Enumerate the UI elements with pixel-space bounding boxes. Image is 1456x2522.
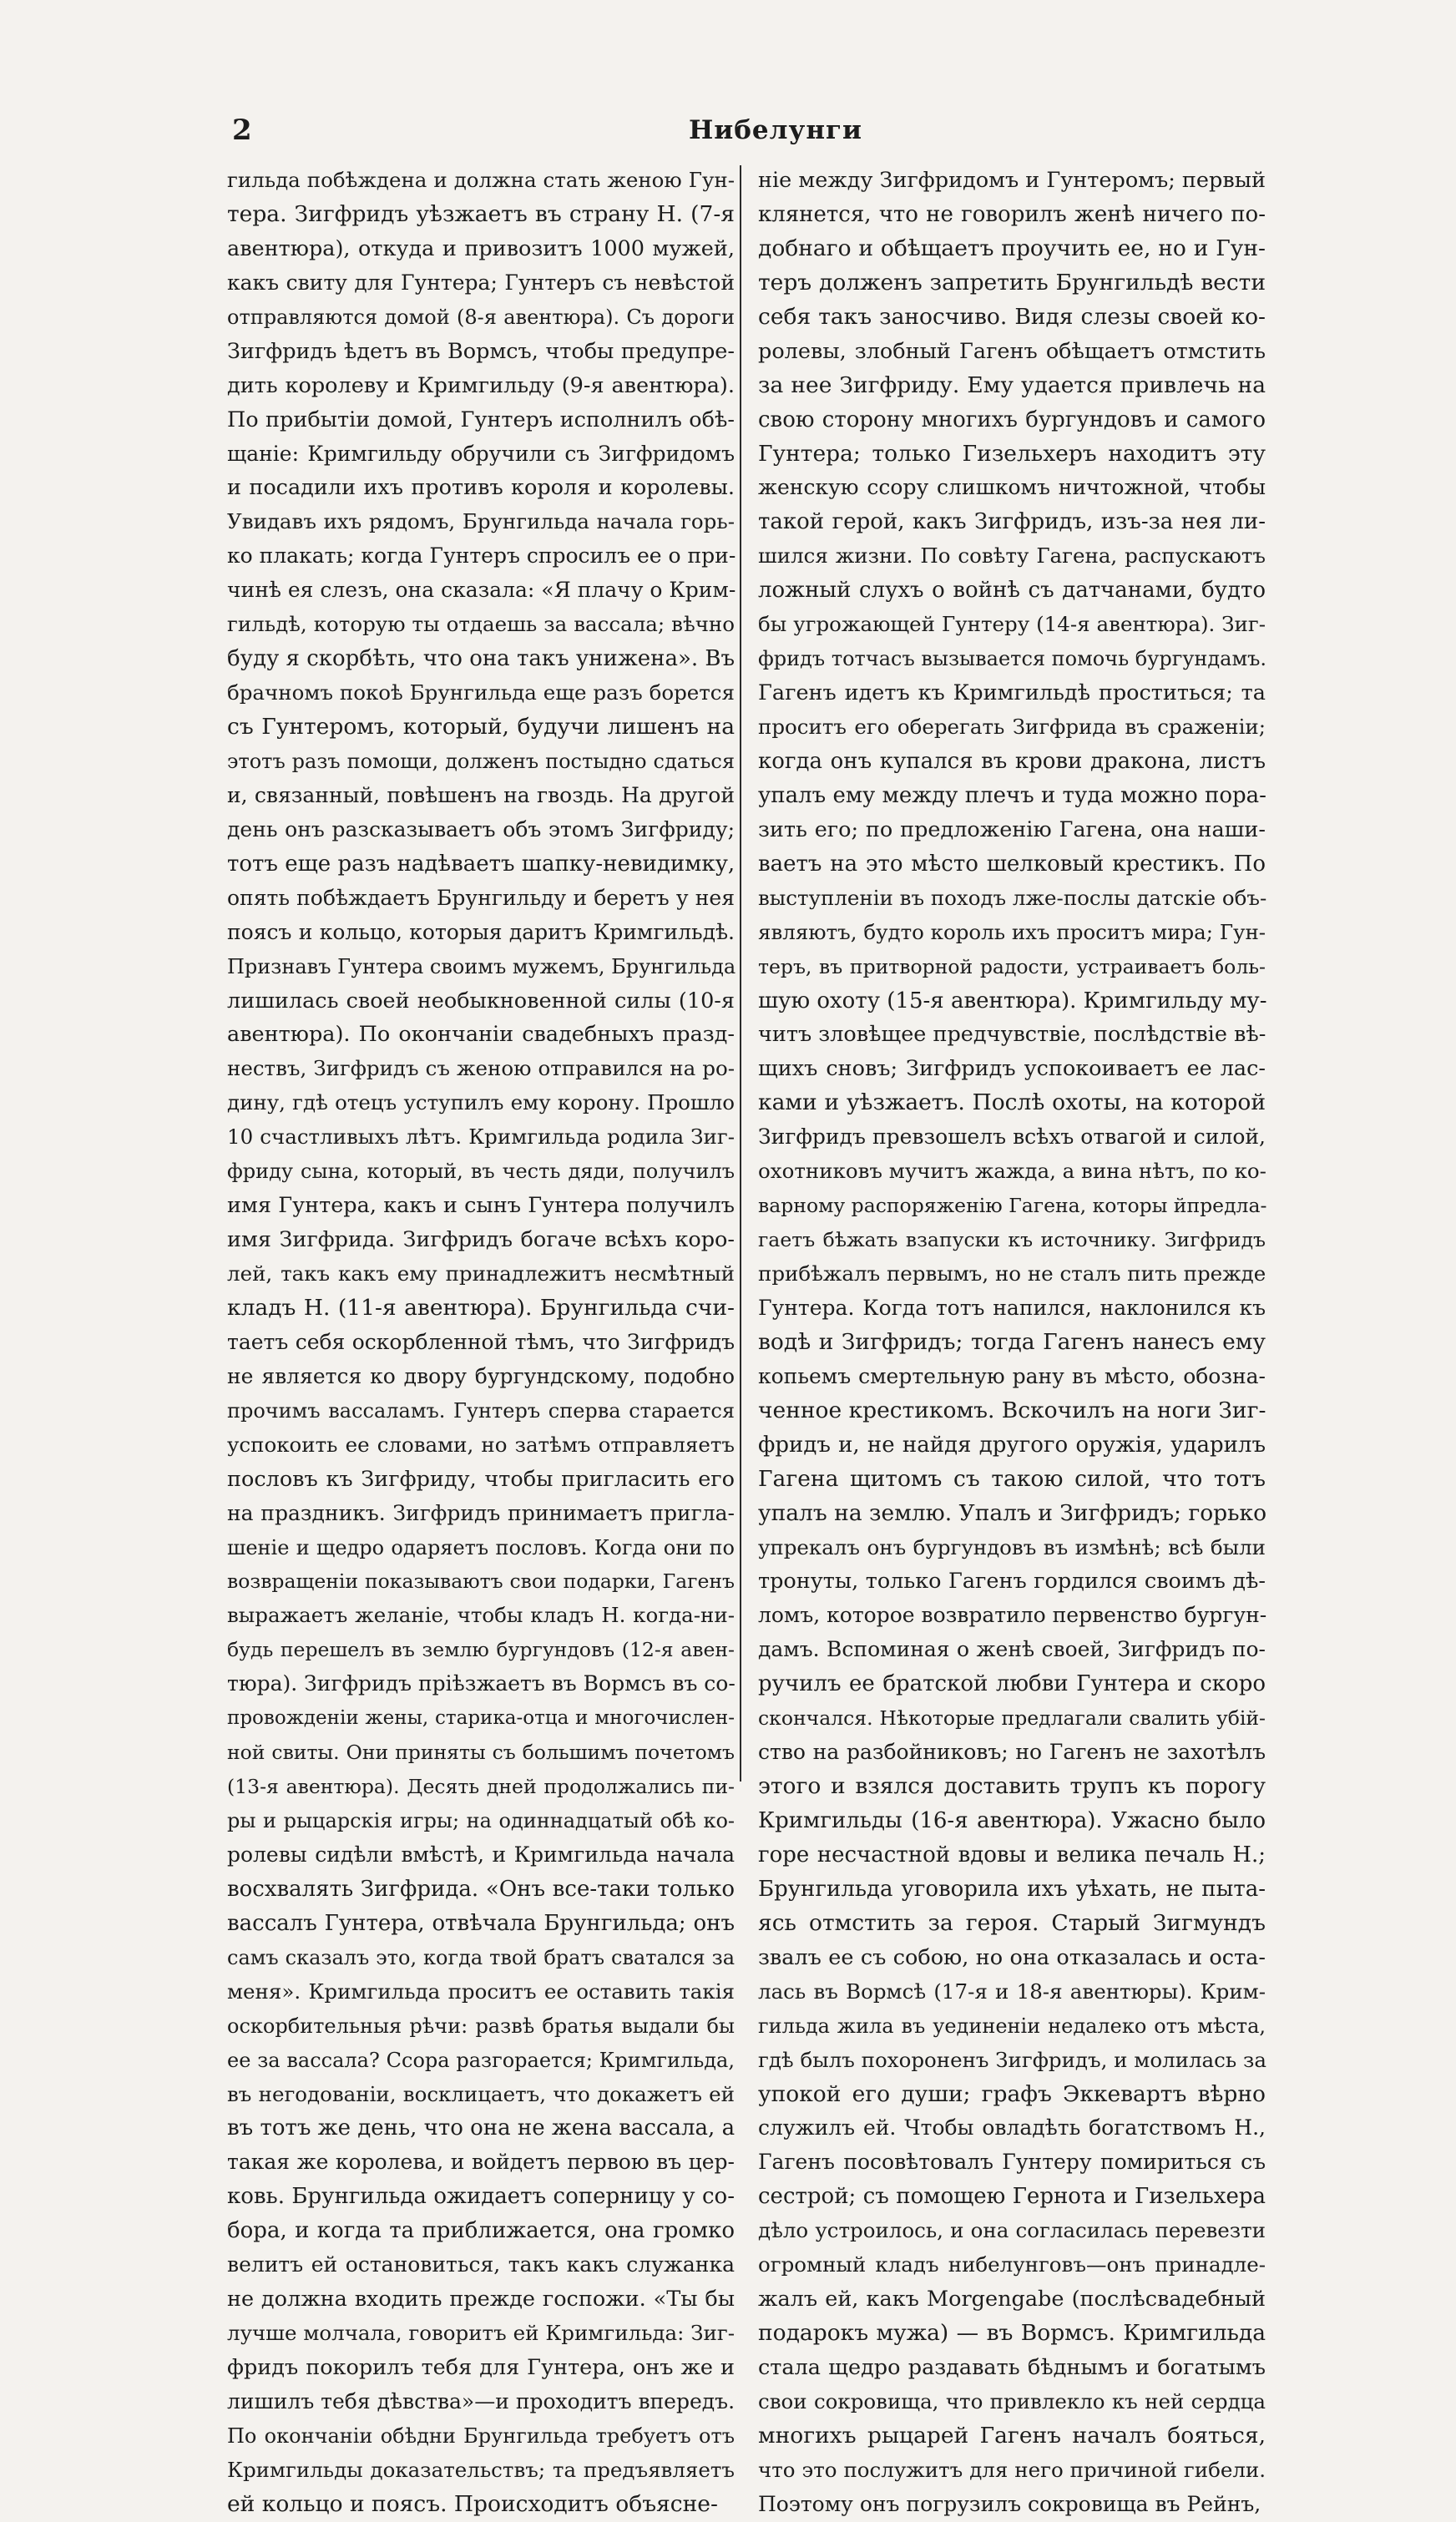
- text-line: добнаго и обѣщаетъ проучить ее, но и Гун-: [758, 235, 1266, 261]
- text-line: читъ зловѣщее предчувствіе, послѣдствіе вѣ-: [758, 1022, 1266, 1048]
- text-line: шился жизни. По совѣту Гагена, распускаютъ: [758, 543, 1266, 569]
- text-line: тера. Зигфридъ уѣзжаетъ въ страну Н. (7-я: [227, 200, 735, 227]
- text-line: звалъ ее съ собою, но она отказалась и оста-: [758, 1944, 1266, 1970]
- text-line: не является ко двору бургундскому, подобно: [227, 1363, 735, 1388]
- text-line: Признавъ Гунтера своимъ мужемъ, Брунгильда: [227, 954, 736, 978]
- text-line: опять побѣждаетъ Брунгильду и беретъ у нея: [227, 885, 735, 910]
- text-line: проситъ его оберегать Зигфрида въ сраженіи;: [758, 715, 1266, 739]
- text-line: возвращеніи показываютъ свои подарки, Гагенъ: [227, 1569, 735, 1594]
- text-line: жалъ ей, какъ Morgengabe (послѣсвадебный: [758, 2287, 1266, 2312]
- text-line: ей кольцо и поясъ. Происходитъ объясне-: [227, 2490, 718, 2517]
- text-line: фриду сына, который, въ честь дяди, получилъ: [227, 1160, 735, 1184]
- text-line: ками и уѣзжаетъ. Послѣ охоты, на которой: [758, 1089, 1266, 1116]
- text-line: успокоить ее словами, но затѣмъ отправляетъ: [227, 1432, 735, 1457]
- text-line: Зигфридъ ѣдетъ въ Вормсъ, чтобы предупре-: [227, 338, 735, 364]
- text-line: этотъ разъ помощи, долженъ постыдно сдаться: [227, 749, 735, 773]
- text-line: прочимъ вассаламъ. Гунтеръ сперва старается: [227, 1398, 735, 1423]
- text-line: оскорбительныя рѣчи: развѣ братья выдали бы: [227, 2014, 735, 2038]
- text-line: ваетъ на это мѣсто шелковый крестикъ. По: [758, 851, 1266, 877]
- text-line: теръ долженъ запретить Брунгильдѣ вести: [758, 269, 1266, 296]
- text-line: на праздникъ. Зигфридъ принимаетъ пригла-: [227, 1500, 735, 1525]
- text-line: бора, и когда та приближается, она громко: [227, 2218, 735, 2244]
- text-line: ры и рыцарскія игры; на одиннадцатый обѣ ко-: [227, 1809, 735, 1832]
- text-line: Гагенъ посовѣтовалъ Гунтеру помириться съ: [758, 2150, 1266, 2175]
- text-line: теръ, въ притворной радости, устраиваетъ боль-: [758, 954, 1266, 978]
- text-line: лишилъ тебя дѣвства»—и проходитъ впередъ.: [227, 2388, 736, 2413]
- text-line: ролевы сидѣли вмѣстѣ, и Кримгильда начала: [227, 1842, 735, 1867]
- text-line: Гагена щитомъ съ такою силой, что тотъ: [758, 1465, 1266, 1492]
- text-line: Гунтера. Когда тотъ напился, наклонился къ: [758, 1295, 1266, 1320]
- text-line: такой герой, какъ Зигфридъ, изъ-за нея ли-: [758, 509, 1266, 535]
- text-line: не должна входить прежде госпожи. «Ты бы: [227, 2287, 735, 2312]
- text-line: провожденіи жены, старика-отца и многочислен-: [227, 1707, 735, 1730]
- text-line: фридъ покорилъ тебя для Гунтера, онъ же и: [227, 2355, 735, 2380]
- text-line: тронуты, только Гагенъ гордился своимъ дѣ-: [758, 1569, 1266, 1595]
- text-line: лучше молчала, говоритъ ей Кримгильда: Зиг-: [227, 2321, 735, 2346]
- text-line: водѣ и Зигфридъ; тогда Гагенъ нанесъ ему: [758, 1328, 1266, 1355]
- text-line: и, связанный, повѣшенъ на гвоздь. На другой: [227, 782, 735, 807]
- text-line: свои сокровища, что привлекло къ ней сердца: [758, 2388, 1266, 2413]
- text-line: будь перешелъ въ землю бургундовъ (12-я авен-: [227, 1638, 735, 1662]
- right-text-column: [758, 164, 1267, 2516]
- text-line: самъ сказалъ это, когда твой братъ сватался за: [227, 1945, 735, 1969]
- text-line: и посадили ихъ противъ короля и королевы.: [227, 475, 735, 501]
- page-header: [229, 114, 1322, 155]
- running-title: Нибелунги: [688, 115, 863, 145]
- text-line: По прибытіи домой, Гунтеръ исполнилъ обѣ-: [227, 407, 735, 432]
- text-line: имя Гунтера, какъ и сынъ Гунтера получилъ: [227, 1193, 735, 1219]
- text-line: дину, гдѣ отецъ уступилъ ему корону. Прошло: [227, 1090, 735, 1115]
- text-line: шую охоту (15-я авентюра). Кримгильду му-: [758, 988, 1267, 1013]
- text-line: пословъ къ Зигфриду, чтобы пригласить его: [227, 1466, 735, 1492]
- text-line: ченное крестикомъ. Вскочилъ на ноги Зиг-: [758, 1397, 1266, 1423]
- text-line: бы угрожающей Гунтеру (14-я авентюра). Зиг-: [758, 612, 1266, 637]
- text-line: Поэтому онъ погрузилъ сокровища въ Рейнъ,: [758, 2491, 1261, 2516]
- text-line: авентюра). По окончаніи свадебныхъ празд-: [227, 1022, 735, 1048]
- text-line: себя такъ заносчиво. Видя слезы своей ко-: [758, 303, 1266, 330]
- text-line: сестрой; съ помощею Гернота и Гизельхера: [758, 2184, 1266, 2210]
- text-line: лей, такъ какъ ему принадлежитъ несмѣтный: [227, 1261, 735, 1286]
- text-line: дѣло устроилось, и она согласилась перевезти: [758, 2218, 1266, 2243]
- text-line: ніе между Зигфридомъ и Гунтеромъ; первый: [758, 168, 1266, 193]
- text-line: являютъ, будто король ихъ проситъ мира; Гун-: [758, 919, 1266, 944]
- text-line: дить королеву и Кримгильду (9-я авентюра).: [227, 372, 735, 398]
- text-line: гдѣ былъ похороненъ Зигфридъ, и молилась за: [758, 2047, 1266, 2072]
- text-line: гильда побѣждена и должна стать женою Гун-: [227, 168, 735, 192]
- text-line: за нее Зигфриду. Ему удается привлечь на: [758, 371, 1266, 398]
- text-line: зить его; по предложенію Гагена, она наши-: [758, 816, 1266, 842]
- text-line: поясъ и кольцо, которыя даритъ Кримгильдѣ.: [227, 919, 735, 944]
- text-line: восхвалять Зигфрида. «Онъ все-таки только: [227, 1876, 735, 1902]
- text-line: щаніе: Кримгильду обручили съ Зигфридомъ: [227, 441, 735, 466]
- text-line: ство на разбойниковъ; но Гагенъ не захотѣлъ: [758, 1740, 1266, 1765]
- text-line: стала щедро раздавать бѣднымъ и богатымъ: [758, 2355, 1266, 2380]
- text-line: что это послужитъ для него причиной гибели.: [758, 2457, 1266, 2482]
- text-line: Брунгильда уговорила ихъ уѣхать, не пыта-: [758, 1876, 1266, 1902]
- text-line: горе несчастной вдовы и велика печаль Н.;: [758, 1842, 1266, 1867]
- text-line: вассалъ Гунтера, отвѣчала Брунгильда; онъ: [227, 1910, 735, 1936]
- text-line: ко плакать; когда Гунтеръ спросилъ ее о при-: [227, 543, 736, 569]
- text-line: кладъ Н. (11-я авентюра). Брунгильда счи-: [227, 1294, 735, 1321]
- text-line: таетъ себя оскорбленной тѣмъ, что Зигфридъ: [227, 1329, 735, 1354]
- text-line: гаетъ бѣжать взапуски къ источнику. Зигфридъ: [758, 1228, 1266, 1252]
- text-line: лась въ Вормсѣ (17-я и 18-я авентюры). Крим-: [758, 1979, 1266, 2004]
- text-line: отправляются домой (8-я авентюра). Съ дороги: [227, 305, 735, 329]
- text-line: дамъ. Вспоминая о женѣ своей, Зигфридъ по-: [758, 1637, 1266, 1662]
- text-line: меня». Кримгильда проситъ ее оставить такія: [227, 1979, 735, 2004]
- text-line: въ тотъ же день, что она не жена вассала, а: [227, 2115, 736, 2141]
- text-line: 10 счастливыхъ лѣтъ. Кримгильда родила Зиг-: [227, 1125, 735, 1150]
- text-line: Увидавъ ихъ рядомъ, Брунгильда начала горь-: [227, 509, 735, 534]
- column-divider: [740, 165, 741, 1782]
- text-line: (13-я авентюра). Десять дней продолжались пи-: [227, 1775, 735, 1799]
- text-line: женскую ссору слишкомъ ничтожной, чтобы: [758, 475, 1266, 500]
- text-line: фридъ и, не найдя другого оружія, ударилъ: [758, 1432, 1266, 1458]
- text-line: ковь. Брунгильда ожидаетъ соперницу у со-: [227, 2184, 735, 2210]
- text-line: лишилась своей необыкновенной силы (10-я: [227, 988, 735, 1013]
- text-line: клянется, что не говорилъ женѣ ничего по-: [758, 201, 1266, 227]
- text-line: этого и взялся доставить трупъ къ порогу: [758, 1773, 1266, 1800]
- text-line: скончался. Нѣкоторые предлагали свалить убій-: [758, 1706, 1266, 1731]
- text-line: охотниковъ мучитъ жажда, а вина нѣтъ, по ко-: [758, 1159, 1266, 1184]
- text-line: Кримгильды доказательствъ; та предъявляетъ: [227, 2457, 735, 2482]
- text-line: буду я скорбѣть, что она такъ унижена». Въ: [227, 646, 736, 672]
- text-line: упалъ на землю. Упалъ и Зигфридъ; горько: [758, 1499, 1267, 1526]
- text-line: велитъ ей остановиться, такъ какъ служанка: [227, 2252, 735, 2277]
- text-line: тюра). Зигфридъ пріѣзжаетъ въ Вормсъ въ со-: [227, 1671, 736, 1696]
- text-line: брачномъ покоѣ Брунгильда еще разъ борется: [227, 680, 735, 705]
- text-line: гильдѣ, которую ты отдаешь за вассала; вѣчно: [227, 612, 735, 637]
- text-line: такая же королева, и войдетъ первою въ цер-: [227, 2150, 735, 2175]
- text-line: фридъ тотчасъ вызывается помочь бургундамъ.: [758, 647, 1267, 671]
- text-line: свою сторону многихъ бургундовъ и самого: [758, 407, 1266, 432]
- text-line: шеніе и щедро одаряетъ пословъ. Когда они по: [227, 1535, 735, 1559]
- text-line: когда онъ купался въ крови дракона, листъ: [758, 748, 1266, 774]
- text-line: упрекалъ онъ бургундовъ въ измѣнѣ; всѣ были: [758, 1534, 1266, 1559]
- text-line: авентюра), откуда и привозитъ 1000 мужей,: [227, 235, 735, 261]
- text-line: имя Зигфрида. Зигфридъ богаче всѣхъ коро-: [227, 1227, 735, 1253]
- text-line: ломъ, которое возвратило первенство бургун-: [758, 1603, 1267, 1628]
- text-line: ложный слухъ о войнѣ съ датчанами, будто: [758, 578, 1266, 604]
- text-line: служилъ ей. Чтобы овладѣть богатствомъ Н.,: [758, 2115, 1266, 2140]
- text-line: выражаетъ желаніе, чтобы кладъ Н. когда-ни-: [227, 1603, 735, 1628]
- text-line: многихъ рыцарей Гагенъ началъ бояться,: [758, 2422, 1266, 2449]
- text-line: упокой его души; графъ Эккевартъ вѣрно: [758, 2080, 1266, 2107]
- text-line: Зигфридъ превзошелъ всѣхъ отвагой и силой,: [758, 1125, 1266, 1150]
- text-line: гильда жила въ уединеніи недалеко отъ мѣста,: [758, 2014, 1266, 2038]
- text-line: тотъ еще разъ надѣваетъ шапку-невидимку,: [227, 851, 736, 877]
- text-line: ясь отмстить за героя. Старый Зигмундъ: [758, 1909, 1266, 1936]
- text-line: ее за вассала? Ссора разгорается; Кримгильда,: [227, 2048, 735, 2072]
- text-line: Кримгильды (16-я авентюра). Ужасно было: [758, 1808, 1266, 1833]
- text-line: ной свиты. Они приняты съ большимъ почетомъ: [227, 1741, 735, 1765]
- text-line: варному распоряженію Гагена, которы йпредла-: [758, 1194, 1267, 1218]
- text-line: чинѣ ея слезъ, она сказала: «Я плачу о Крим-: [227, 578, 736, 603]
- text-line: нествъ, Зигфридъ съ женою отправился на ро-: [227, 1056, 735, 1081]
- text-line: ролевы, злобный Гагенъ обѣщаетъ отмстить: [758, 338, 1266, 364]
- text-line: Гагенъ идетъ къ Кримгильдѣ проститься; та: [758, 680, 1266, 706]
- text-line: По окончаніи обѣдни Брунгильда требуетъ отъ: [227, 2423, 735, 2448]
- text-line: подарокъ мужа) — въ Вормсъ. Кримгильда: [758, 2320, 1266, 2347]
- text-line: въ негодованіи, восклицаетъ, что докажетъ ей: [227, 2081, 735, 2106]
- left-text-column: [227, 164, 736, 2517]
- text-line: какъ свиту для Гунтера; Гунтеръ съ невѣстой: [227, 270, 735, 295]
- text-line: день онъ разсказываетъ объ этомъ Зигфриду;: [227, 816, 735, 842]
- text-line: прибѣжалъ первымъ, но не сталъ пить прежде: [758, 1261, 1266, 1286]
- page-number: 2: [232, 114, 252, 147]
- text-line: огромный кладъ нибелунговъ—онъ принадле-: [758, 2252, 1266, 2277]
- text-line: упалъ ему между плечъ и туда можно пора-: [758, 782, 1266, 808]
- text-line: щихъ сновъ; Зигфридъ успокоиваетъ ее лас-: [758, 1056, 1266, 1082]
- text-line: съ Гунтеромъ, который, будучи лишенъ на: [227, 714, 735, 740]
- text-line: Гунтера; только Гизельхеръ находитъ эту: [758, 440, 1266, 467]
- text-line: выступленіи въ походъ лже-послы датскіе объ-: [758, 885, 1267, 910]
- text-line: ручилъ ее братской любви Гунтера и скоро: [758, 1671, 1266, 1697]
- text-line: копьемъ смертельную рану въ мѣсто, обозна-: [758, 1363, 1266, 1388]
